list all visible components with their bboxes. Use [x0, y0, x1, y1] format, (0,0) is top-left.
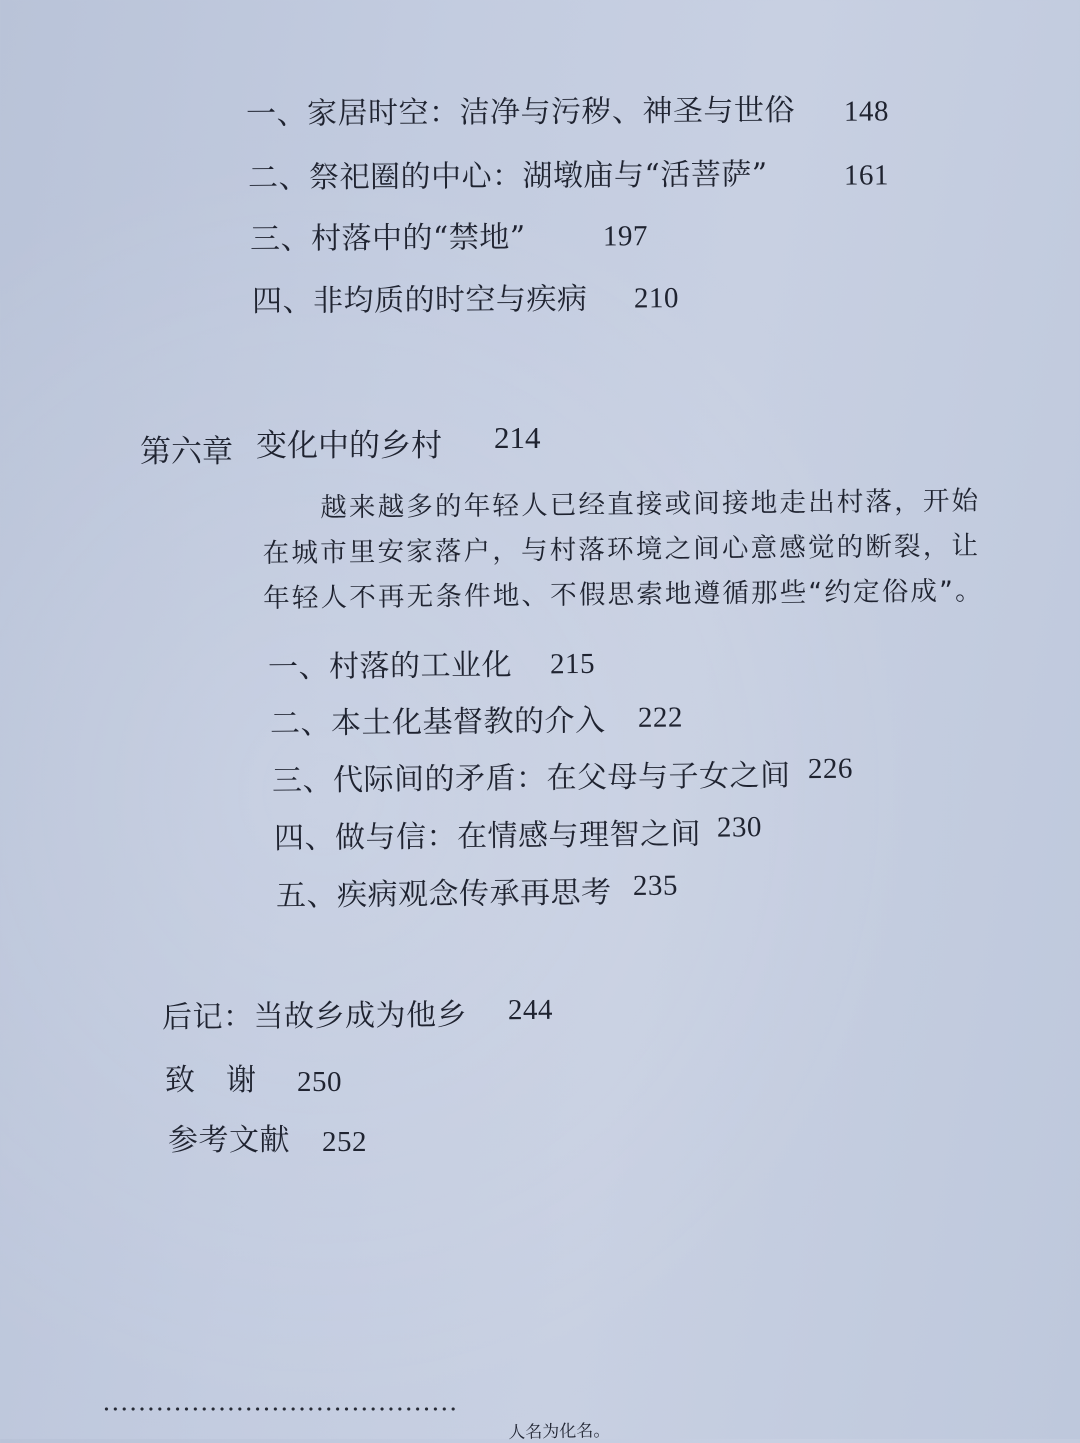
- toc-entry-title: 一、村落的工业化: [267, 647, 513, 686]
- toc-entry-page: 215: [549, 647, 596, 681]
- summary-line: 越来越多的年轻人已经直接或间接地走出村落，开始: [320, 485, 981, 524]
- toc-entry: [267, 647, 596, 686]
- chapter-number: 第六章: [140, 434, 233, 470]
- toc-entry-title: 致 谢: [165, 1063, 257, 1098]
- toc-entry-title: 二、祭祀圈的中心：湖墩庙与“活菩萨”: [247, 157, 768, 196]
- toc-entry-page: 222: [637, 701, 684, 734]
- toc-entry-title: 五、疾病观念传承再思考: [275, 875, 612, 914]
- toc-entry-title: 参考文献: [168, 1123, 290, 1158]
- toc-entry: [165, 1063, 342, 1098]
- toc-entry-page: 230: [716, 811, 763, 844]
- chapter-summary: [262, 478, 1023, 621]
- toc-entry-page: 252: [322, 1126, 367, 1158]
- summary-line: 年轻人不再无条件地、不假思索地遵循那些“约定俗成”。: [263, 575, 984, 614]
- toc-entry: [245, 93, 890, 132]
- toc-entry-page: 210: [633, 282, 680, 315]
- toc-entry: [247, 157, 890, 196]
- toc-entry-page: 235: [632, 869, 679, 903]
- toc-entry-title: 二、本土化基督教的介入: [269, 703, 606, 742]
- summary-line: 在城市里安家落户，与村落环境之间心意感觉的断裂，让: [262, 530, 981, 569]
- chapter-page: 214: [494, 420, 541, 455]
- toc-entry-page: 244: [507, 993, 554, 1027]
- toc-entry: [249, 220, 649, 257]
- toc-entry-page: 197: [602, 220, 649, 253]
- toc-entry-title: 一、家居时空：洁净与污秽、神圣与世俗: [245, 93, 796, 132]
- toc-entry-page: 161: [843, 159, 890, 192]
- toc-entry-page: 250: [297, 1066, 342, 1098]
- toc-entry-title: 三、村落中的“禁地”: [249, 220, 526, 257]
- toc-entry: [275, 869, 679, 914]
- chapter-title: 变化中的乡村: [256, 428, 442, 464]
- toc-entry: [251, 281, 680, 320]
- toc-entry-title: 四、非均质的时空与疾病: [251, 281, 588, 320]
- toc-entry-title: 后记：当故乡成为他乡: [161, 997, 468, 1036]
- toc-entry: [168, 1123, 367, 1158]
- toc-entry: [161, 993, 554, 1036]
- footnote-text: 人名为化名。: [508, 1420, 611, 1443]
- toc-entry: [271, 752, 854, 799]
- toc-entry-page: 148: [843, 95, 890, 128]
- toc-entry-page: 226: [807, 752, 854, 786]
- toc-entry-title: 三、代际间的矛盾：在父母与子女之间: [271, 758, 791, 799]
- footnote-divider: [102, 1406, 458, 1412]
- toc-entry: [269, 701, 684, 742]
- toc-entry: [273, 811, 763, 857]
- toc-entry-title: 四、做与信：在情感与理智之间: [273, 816, 702, 857]
